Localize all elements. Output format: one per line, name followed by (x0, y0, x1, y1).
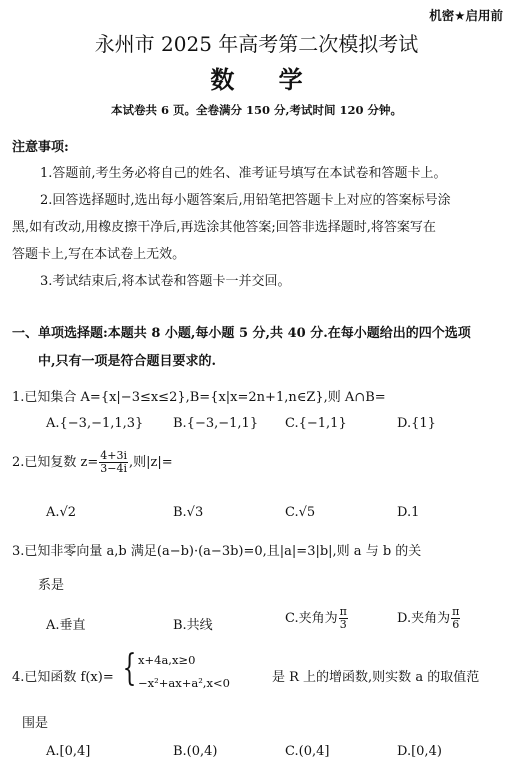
q3-option-d-den: 6 (452, 618, 460, 631)
question-4-prefix: 4.已知函数 f(x)= (12, 670, 114, 685)
section-1-heading-2: 中,只有一项是符合题目要求的. (38, 354, 217, 369)
question-3-stem: 3.已知非零向量 a,b 满足(a−b)·(a−3b)=0,且|a|=3|b|,则 a 与 b 的关 (12, 544, 422, 559)
q3-option-d-num: π (452, 605, 460, 618)
question-4-stem-2: 围是 (22, 716, 49, 731)
q4-case-1: x+4a,x≥0 (138, 653, 196, 667)
q3-option-a: A.垂直 (46, 618, 86, 633)
q2-suffix: ,则|z|= (129, 455, 173, 470)
q4-brace: { (122, 648, 137, 689)
q4-option-a: A.[0,4] (46, 744, 91, 759)
q4-case-2: −x²+ax+a²,x<0 (138, 676, 230, 690)
question-1-stem: 1.已知集合 A={x|−3≤x≤2},B={x|x=2n+1,n∈Z},则 A∩B= (12, 390, 386, 405)
note-2-line-3: 答题卡上,写在本试卷上无效。 (12, 247, 186, 262)
q3-option-c-den: 3 (339, 618, 347, 631)
exam-title: 永州市 2025 年高考第二次模拟考试 (94, 32, 419, 56)
q3-option-c-num: π (339, 605, 347, 618)
q3-option-b: B.共线 (173, 618, 213, 633)
q4-option-d: D.[0,4) (397, 744, 442, 759)
note-3: 3.考试结束后,将本试卷和答题卡一并交回。 (40, 274, 291, 289)
q2-option-a: A.√2 (46, 505, 77, 520)
note-2-line-2: 黑,如有改动,用橡皮擦干净后,再选涂其他答案;回答非选择题时,将答案写在 (12, 220, 436, 235)
question-3-stem-2: 系是 (38, 578, 65, 593)
q4-option-c: C.(0,4] (285, 744, 330, 759)
q2-option-d: D.1 (397, 505, 420, 520)
subject-title: 数 学 (210, 65, 321, 94)
note-1: 1.答题前,考生务必将自己的姓名、准考证号填写在本试卷和答题卡上。 (40, 166, 447, 181)
q3-option-d-prefix: D.夹角为 (397, 611, 451, 626)
notes-heading: 注意事项: (12, 140, 69, 155)
q2-fraction (99, 450, 128, 475)
confidential-label: 机密★启用前 (429, 8, 503, 23)
question-4-suffix: 是 R 上的增函数,则实数 a 的取值范 (272, 670, 480, 685)
q3-option-d-fraction (451, 606, 460, 631)
q2-option-c: C.√5 (285, 505, 316, 520)
q2-numerator: 4+3i (100, 449, 128, 462)
q1-option-c: C.{−1,1} (285, 416, 347, 431)
section-1-heading: 一、单项选择题:本题共 8 小题,每小题 5 分,共 40 分.在每小题给出的四个选项 (12, 326, 471, 341)
q4-option-b: B.(0,4) (173, 744, 218, 759)
q3-option-c (285, 606, 349, 631)
note-2-line-1: 2.回答选择题时,选出每小题答案后,用铅笔把答题卡上对应的答案标号涂 (40, 193, 451, 208)
q1-option-d: D.{1} (397, 416, 436, 431)
q3-option-d (397, 606, 461, 631)
q2-prefix: 2.已知复数 z= (12, 455, 99, 470)
q1-option-b: B.{−3,−1,1} (173, 416, 259, 431)
q3-option-c-prefix: C.夹角为 (285, 611, 338, 626)
q2-denominator: 3−4i (100, 462, 128, 475)
q2-option-b: B.√3 (173, 505, 204, 520)
q1-option-a: A.{−3,−1,1,3} (46, 416, 144, 431)
exam-description: 本试卷共 6 页。全卷满分 150 分,考试时间 120 分钟。 (110, 103, 403, 117)
question-2-stem (12, 450, 173, 475)
q3-option-c-fraction (339, 606, 348, 631)
